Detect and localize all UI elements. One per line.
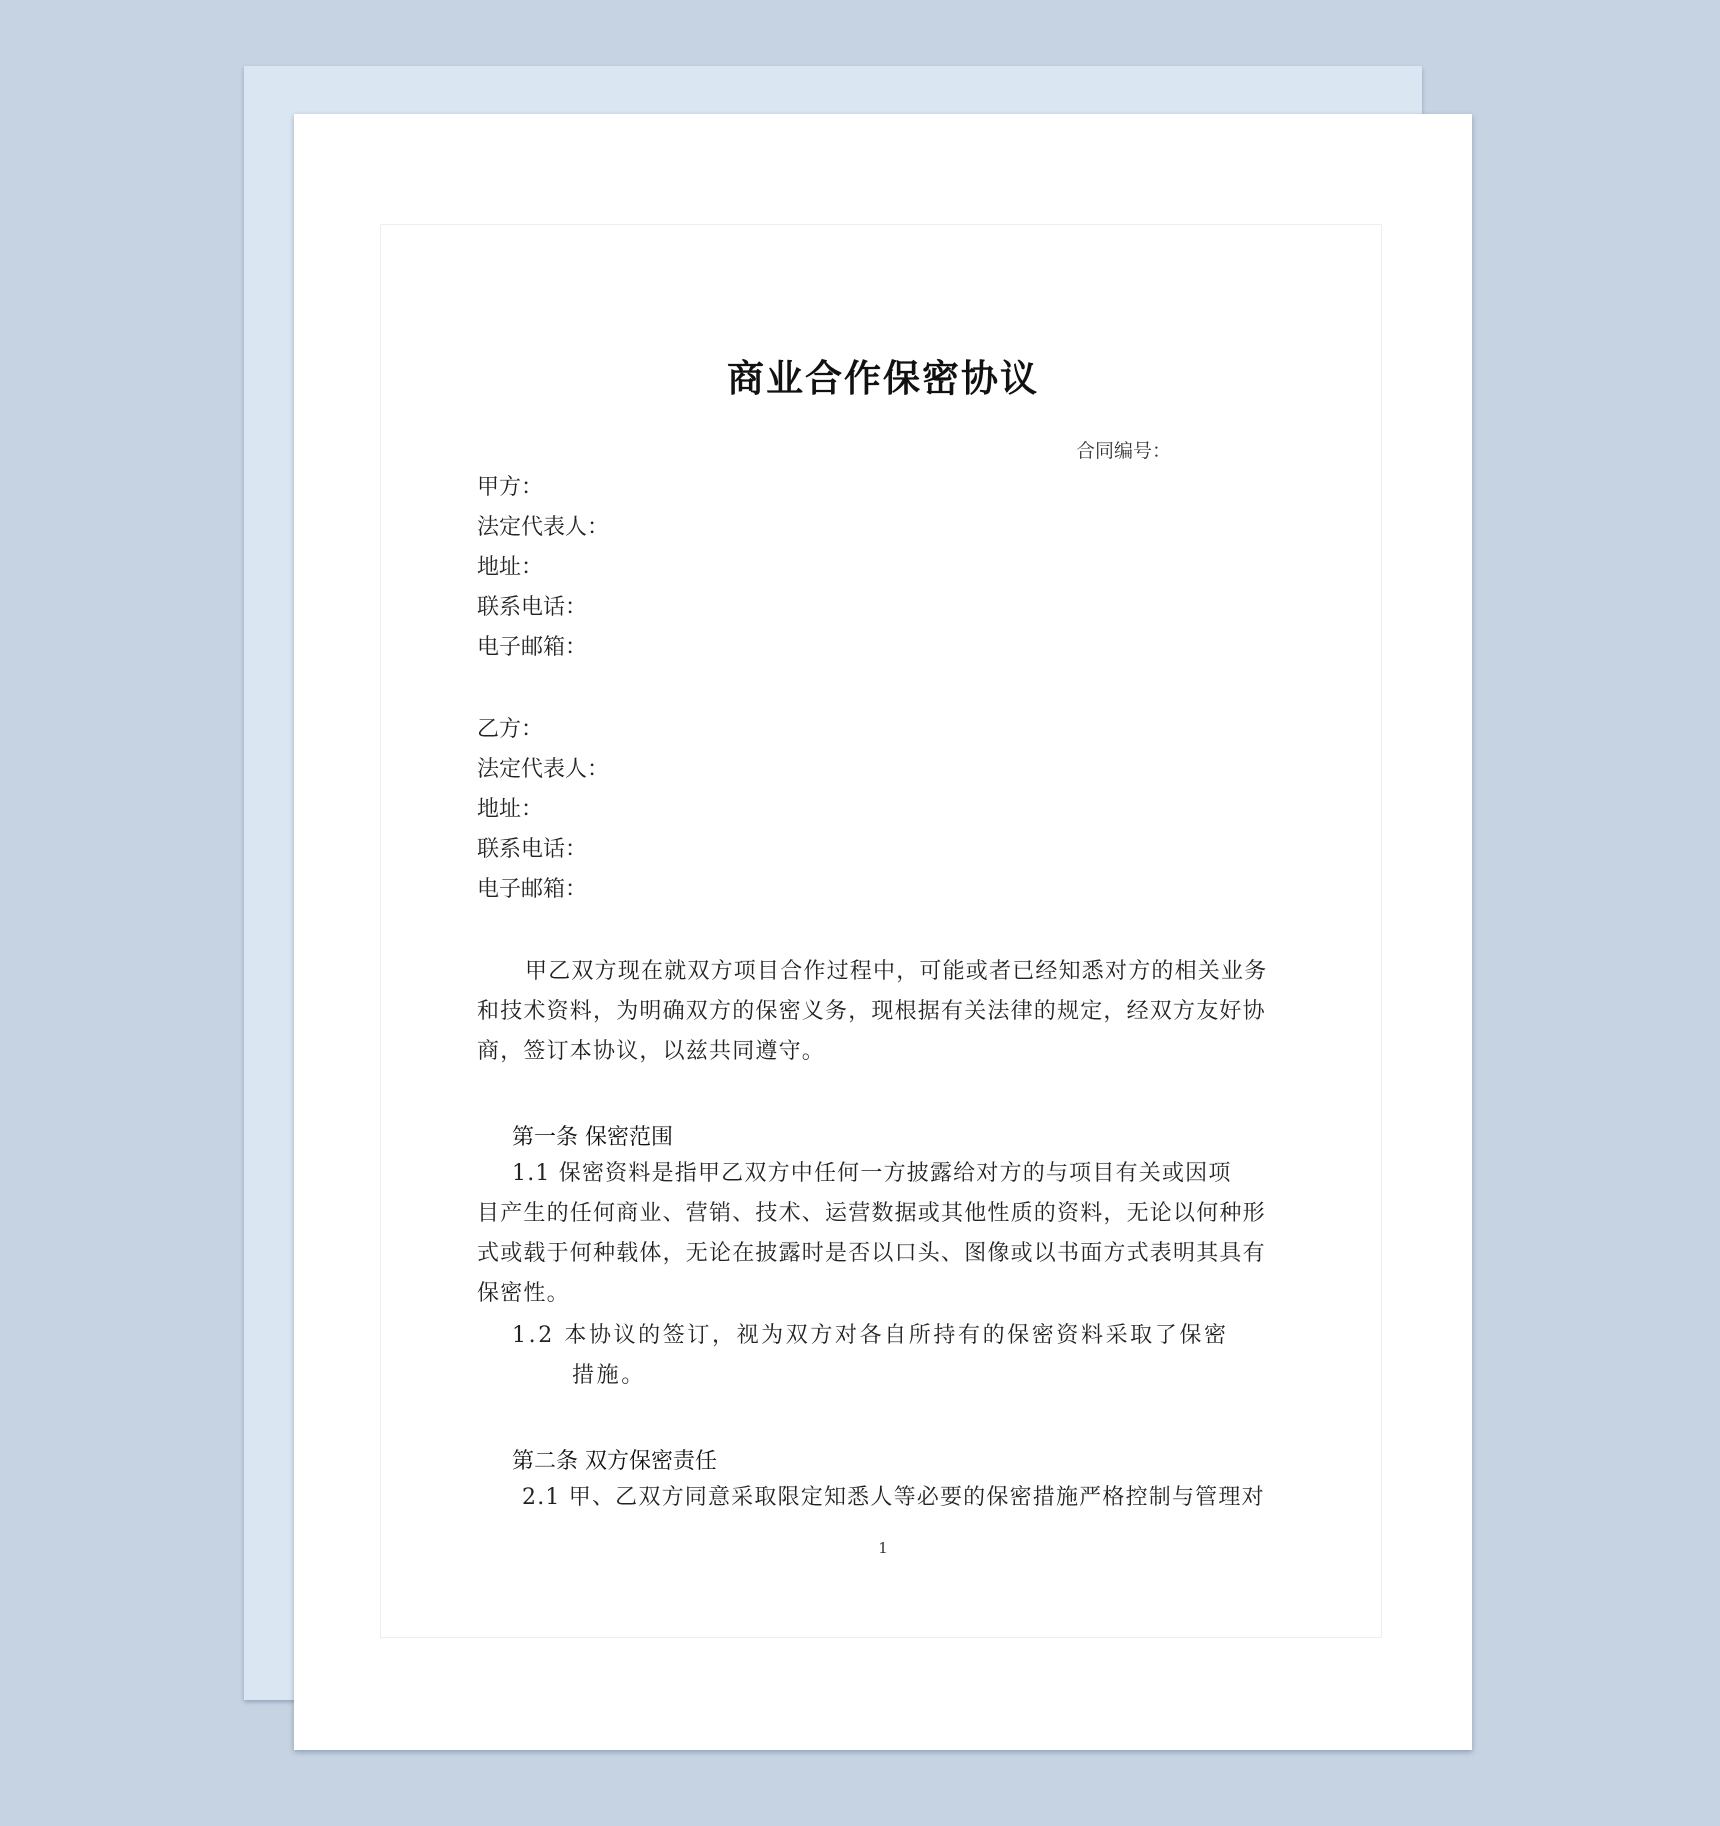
party-a-phone-label: 联系电话： <box>477 595 588 620</box>
page-number: 1 <box>878 1539 888 1557</box>
party-b-email-label: 电子邮箱： <box>477 877 588 902</box>
party-b-label: 乙方： <box>477 717 544 742</box>
party-b-address-label: 地址： <box>477 797 544 822</box>
clause-1-2-line: 1.2 本协议的签订，视为双方对各自所持有的保密资料采取了保密 <box>512 1323 1229 1348</box>
clause-1-2-line: 措施。 <box>572 1363 646 1388</box>
clause-1-1-line: 1.1 保密资料是指甲乙双方中任何一方披露给对方的与项目有关或因项 <box>512 1161 1232 1186</box>
page-margin-frame <box>380 224 1382 1638</box>
clause-1-1-line: 目产生的任何商业、营销、技术、运营数据或其他性质的资料，无论以何种形 <box>477 1201 1266 1226</box>
party-a-address-label: 地址： <box>477 555 544 580</box>
party-b-phone-label: 联系电话： <box>477 837 588 862</box>
intro-line: 和技术资料，为明确双方的保密义务，现根据有关法律的规定，经双方友好协 <box>477 999 1266 1024</box>
party-a-email-label: 电子邮箱： <box>477 635 588 660</box>
intro-line: 商，签订本协议，以兹共同遵守。 <box>477 1039 826 1064</box>
document-title: 商业合作保密协议 <box>727 356 1039 400</box>
clause-1-1-line: 式或载于何种载体，无论在披露时是否以口头、图像或以书面方式表明其具有 <box>477 1241 1266 1266</box>
intro-line: 甲乙双方现在就双方项目合作过程中，可能或者已经知悉对方的相关业务 <box>525 959 1268 984</box>
party-a-label: 甲方： <box>477 475 544 500</box>
article-1-heading: 第一条 保密范围 <box>512 1125 673 1150</box>
party-a-representative-label: 法定代表人： <box>477 515 610 540</box>
party-b-representative-label: 法定代表人： <box>477 757 610 782</box>
article-2-heading: 第二条 双方保密责任 <box>512 1449 717 1474</box>
clause-1-1-line: 保密性。 <box>477 1281 570 1306</box>
contract-number-label: 合同编号： <box>1076 440 1172 462</box>
clause-2-1-line: 2.1 甲、乙双方同意采取限定知悉人等必要的保密措施严格控制与管理对 <box>522 1485 1265 1510</box>
